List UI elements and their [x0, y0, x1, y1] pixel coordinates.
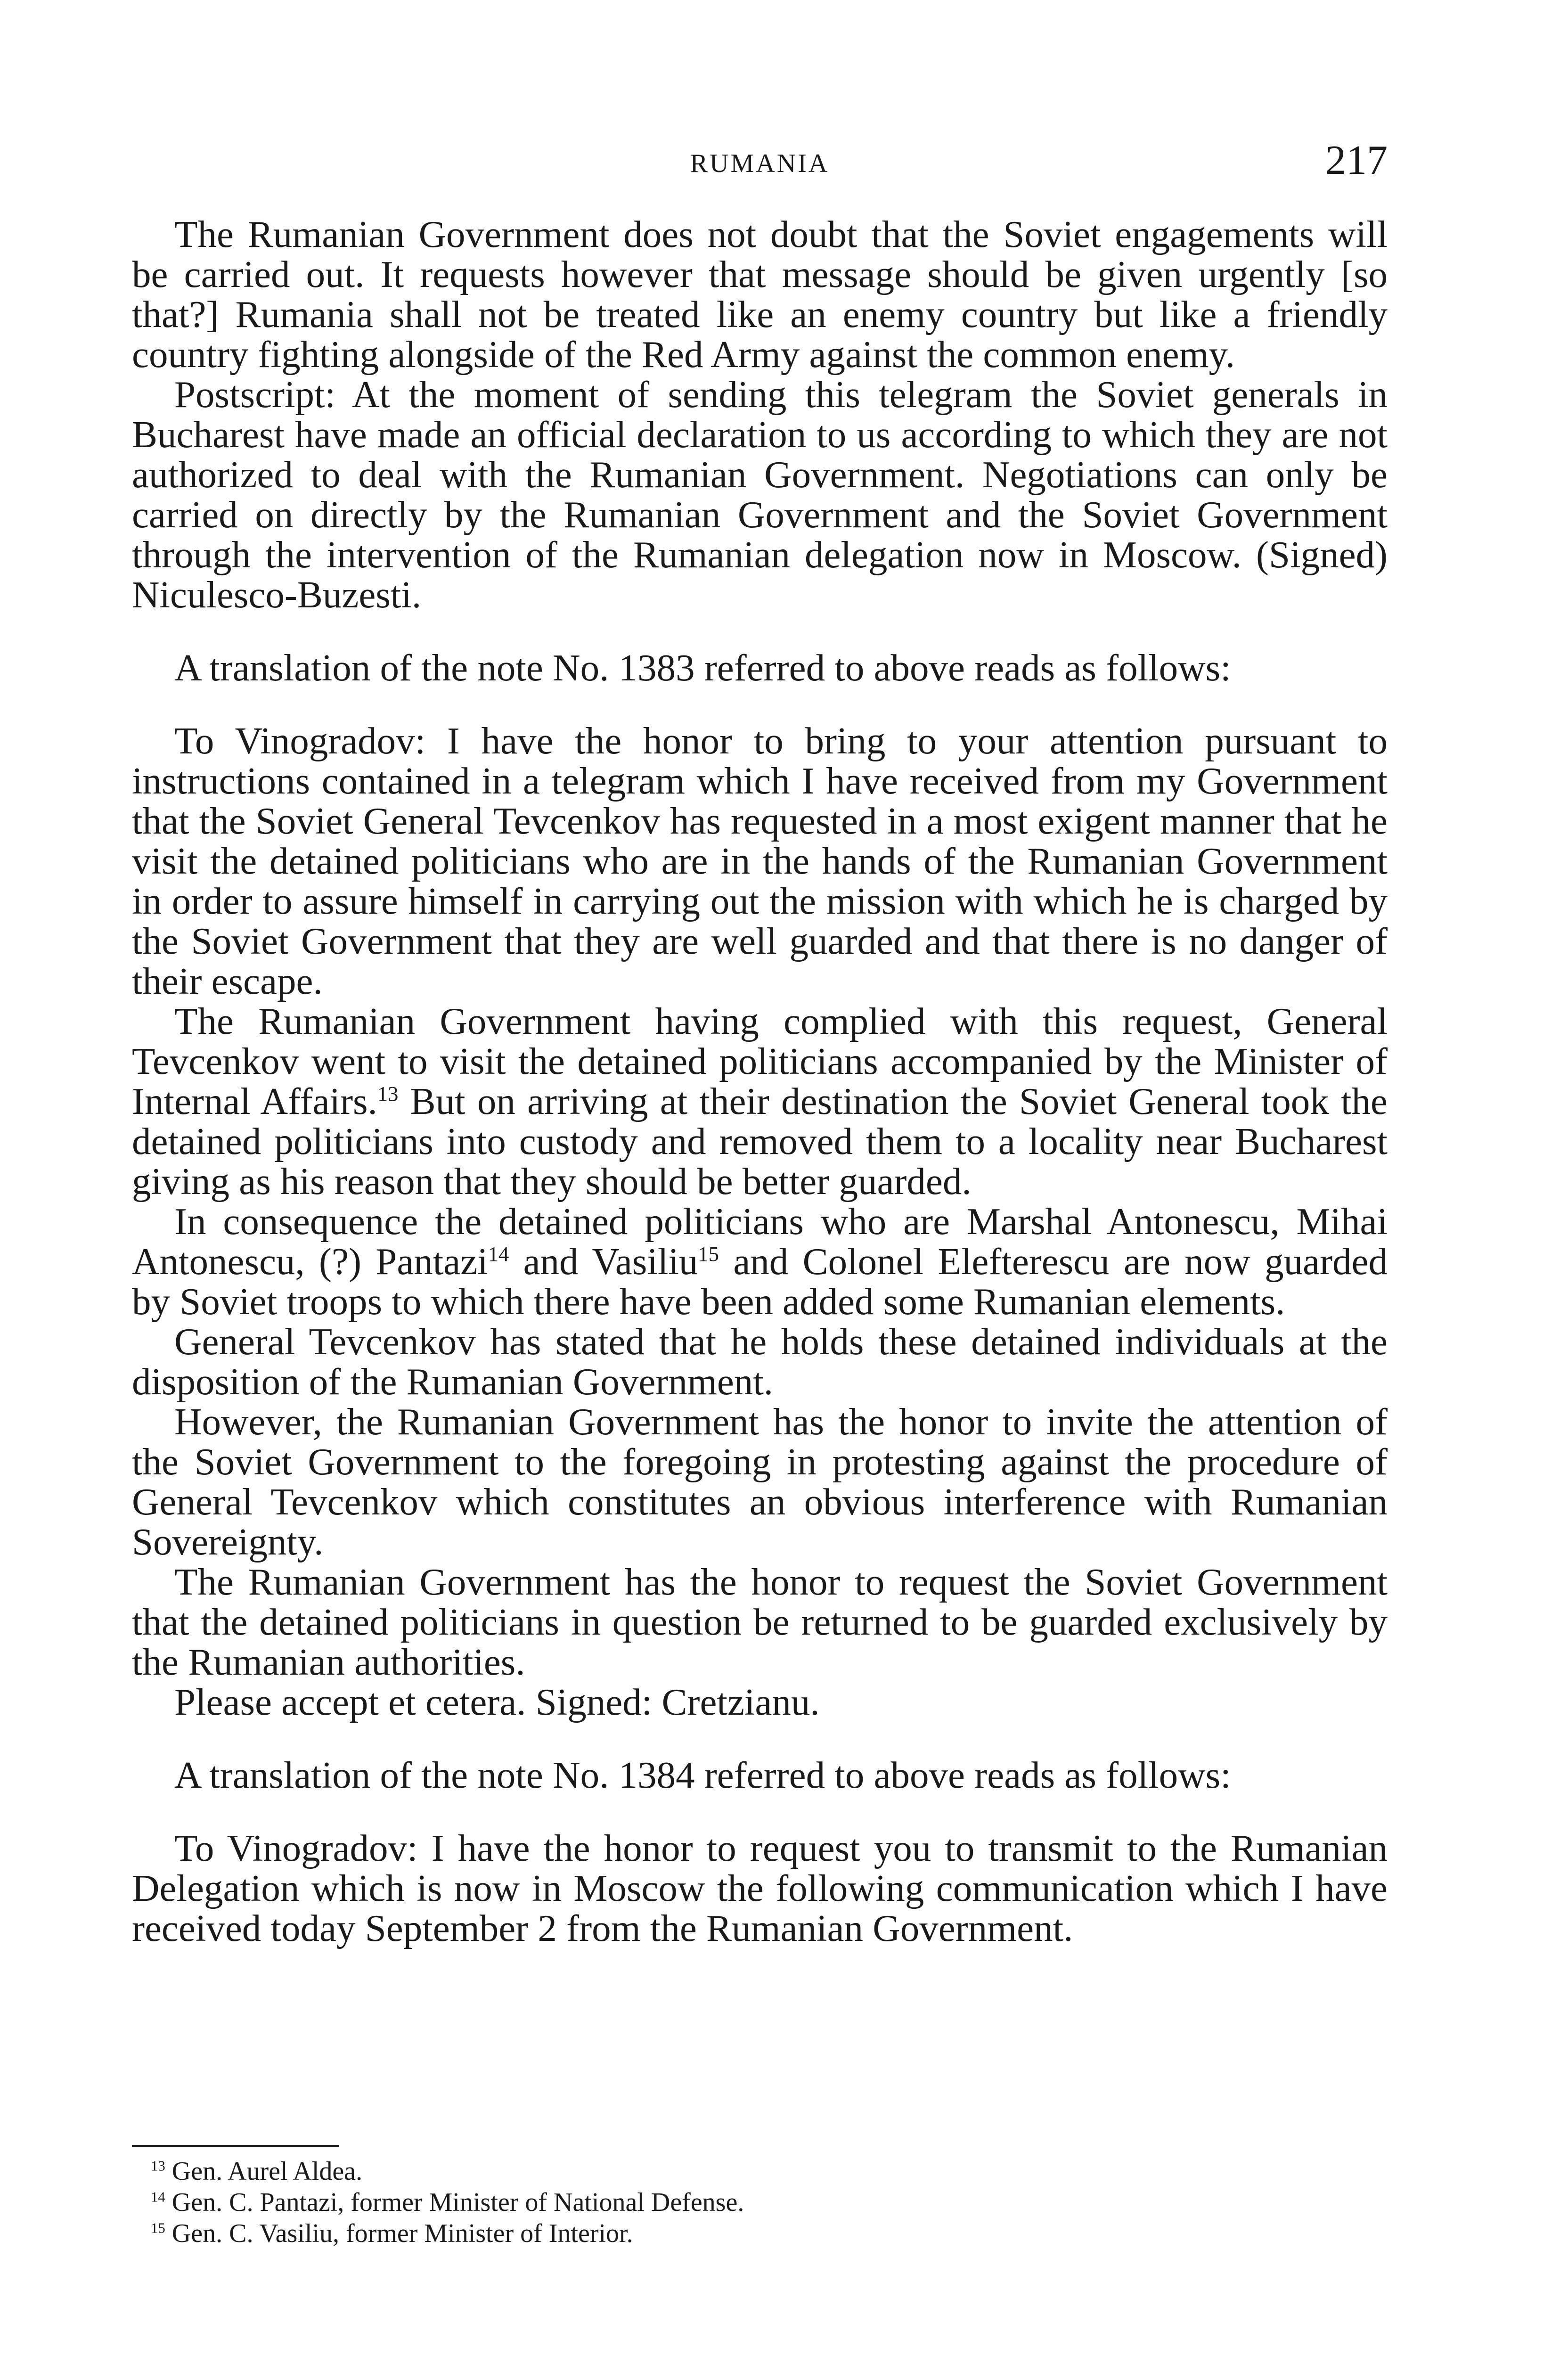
footnote-ref: 13: [377, 1082, 399, 1105]
paragraph: To Vinogradov: I have the honor to bring to your attention pursuant to instructions contained in a telegram which I have received from my Government that the Soviet General Tevcenkov has requested in a most exigent manner that he visit the detained politicians who are in the hands of the Rumanian Government in order to assure himself in carrying out the mission with which he is charged by the Soviet Government that they are well guarded and that there is no danger of their escape.: [132, 720, 1388, 1002]
paragraph-text: In consequence the detained politicians who are Marshal Antonescu, Mihai Antonescu, (?) Pantazi: [132, 1200, 1388, 1283]
footnote-text: Gen. C. Pantazi, former Minister of National Defense.: [172, 2188, 744, 2217]
paragraph: A translation of the note No. 1383 referred to above reads as follows:: [174, 646, 1231, 689]
paragraph: However, the Rumanian Government has the honor to invite the attention of the Soviet Government to the foregoing in protesting against the procedure of General Tevcenkov which constitutes an obvious interference with Rumanian Sovereignty.: [132, 1400, 1388, 1563]
paragraph: General Tevcenkov has stated that he holds these detained individuals at the disposition of the Rumanian Government.: [132, 1320, 1388, 1403]
footnote-text: Gen. C. Vasiliu, former Minister of Interior.: [172, 2219, 633, 2248]
footnote: [132, 2156, 1388, 2187]
paragraph-text: But on arriving at their destination the Soviet General took the detained politicians into custody and removed them to a locality near Bucharest giving as his reason that they should be better guarded.: [132, 1080, 1388, 1203]
paragraph: The Rumanian Government has the honor to request the Soviet Government that the detained politicians in question be returned to be guarded exclusively by the Rumanian authorities.: [132, 1561, 1388, 1683]
paragraph: A translation of the note No. 1384 referred to above reads as follows:: [174, 1754, 1231, 1796]
paragraph: Please accept et cetera. Signed: Cretzianu.: [174, 1681, 820, 1723]
footnote: [132, 2187, 1388, 2218]
paragraph-text: and Vasiliu: [509, 1240, 698, 1283]
paragraph: Postscript: At the moment of sending this telegram the Soviet generals in Bucharest have made an official declaration to us according to which they are not authorized to deal with the Rumanian Government. Negotiations can only be carried on directly by the Rumanian Government and the Soviet Government through the intervention of the Rumanian delegation now in Moscow. (Signed) Niculesco-Buzesti.: [132, 373, 1388, 616]
paragraph-text: and Colonel Elefterescu are now guarded by Soviet troops to which there have been added some Rumanian elements.: [132, 1240, 1388, 1323]
paragraph: [132, 1202, 1388, 1322]
footnote-ref: 14: [488, 1242, 509, 1266]
footnote: [132, 2218, 1388, 2249]
paragraph: The Rumanian Government does not doubt that the Soviet engagements will be carried out. It requests however that message should be given urgently [so that?] Rumania shall not be treated like an enemy country but like a friendly country fighting alongside of the Red Army against the common enemy.: [132, 213, 1388, 376]
paragraph: [132, 1001, 1388, 1202]
page-number: 217: [1325, 138, 1388, 183]
footnotes: [132, 2156, 1388, 2249]
footnote-text: Gen. Aurel Aldea.: [172, 2157, 363, 2186]
footnote-number: 14: [151, 2189, 165, 2205]
page-header: [132, 137, 1388, 188]
paragraph-text: The Rumanian Government having complied with this request, General Tevcenkov went to visit the detained politicians accompanied by the Minister of Internal Affairs.: [132, 1000, 1388, 1122]
footnote-number: 15: [151, 2220, 165, 2236]
footnote-ref: 15: [698, 1242, 719, 1266]
footnote-divider: [132, 2145, 339, 2147]
footnote-number: 13: [151, 2158, 165, 2174]
running-head: RUMANIA: [690, 149, 830, 178]
body-text: [132, 214, 1388, 1948]
paragraph: To Vinogradov: I have the honor to request you to transmit to the Rumanian Delegation which is now in Moscow the following communication which I have received today September 2 from the Rumanian Government.: [132, 1827, 1388, 1949]
